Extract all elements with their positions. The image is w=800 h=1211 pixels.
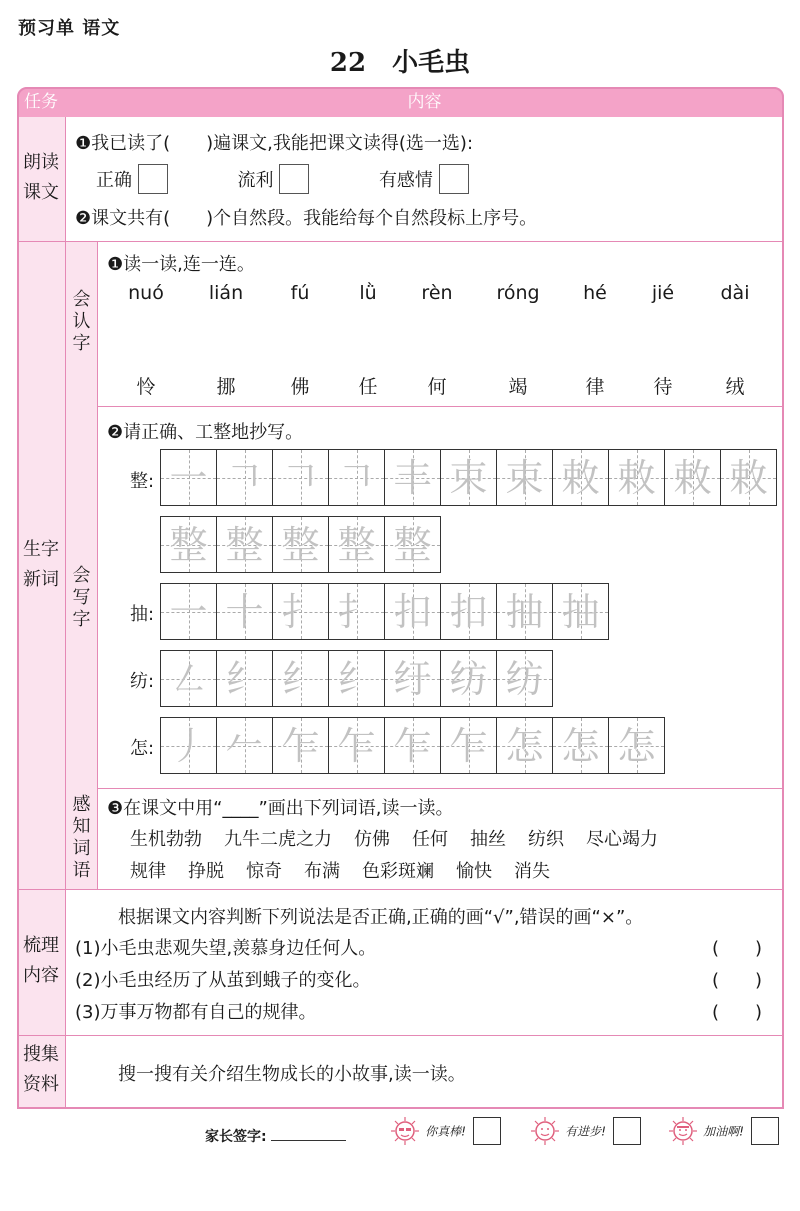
option-fluent-box[interactable] (279, 164, 309, 194)
writing-cell[interactable] (329, 651, 385, 707)
writing-cell[interactable] (721, 450, 777, 506)
writing-cell[interactable] (441, 450, 497, 506)
perceive-label-4: 语 (72, 860, 91, 881)
stroke-guide: 纟 (337, 657, 376, 701)
pinyin-item[interactable]: nuó (128, 282, 164, 304)
sticker-progress-text: 有进步! (565, 1124, 606, 1139)
stroke-guide: 扌 (281, 590, 320, 634)
writing-cell[interactable] (497, 718, 553, 774)
word: 任何 (412, 829, 448, 850)
sticker-great-text: 你真棒! (425, 1124, 466, 1139)
word: 九牛二虎之力 (224, 829, 332, 850)
recognize-label-3: 字 (72, 333, 91, 354)
write-row-label: 抽: (130, 604, 155, 625)
word: 布满 (304, 861, 340, 882)
writing-cell[interactable] (273, 718, 329, 774)
writing-cell[interactable] (385, 517, 441, 573)
new-words-label (17, 535, 65, 595)
writing-cell[interactable] (329, 517, 385, 573)
write-label-1: 会 (72, 565, 91, 586)
writing-cell[interactable] (385, 584, 441, 640)
writing-grid (160, 449, 777, 506)
word: 生机勃勃 (130, 829, 202, 850)
word: 尽心竭力 (586, 829, 658, 850)
writing-cell[interactable] (273, 584, 329, 640)
writing-cell[interactable] (441, 718, 497, 774)
divider (17, 1035, 784, 1036)
recognize-label (65, 289, 98, 355)
perceive-instruction: ❸在课文中用“____”画出下列词语,读一读。 (107, 798, 454, 819)
stroke-guide: 一 (169, 590, 208, 634)
pinyin-item[interactable]: fú (290, 282, 310, 304)
collect-label-2: 资料 (23, 1074, 59, 1095)
parent-signature (205, 1125, 346, 1146)
word: 抽丝 (470, 829, 506, 850)
writing-cell[interactable] (441, 651, 497, 707)
stroke-guide: 抽 (561, 590, 600, 634)
answer-paren-1[interactable]: ( ) (712, 938, 763, 959)
new-words-label-2: 新词 (23, 569, 59, 590)
write-label-2: 写 (72, 587, 91, 608)
pinyin-item[interactable]: lián (208, 282, 244, 304)
reading-label-2: 课文 (23, 182, 59, 203)
stroke-guide: 扣 (449, 590, 488, 634)
stroke-guide: 𠃍 (337, 456, 376, 500)
hanzi-item[interactable]: 绒 (725, 376, 745, 398)
reading-options (96, 164, 469, 194)
writing-cell[interactable] (497, 584, 553, 640)
pinyin-item[interactable]: hé (583, 282, 607, 304)
reading-q2: ❷课文共有( )个自然段。我能给每个自然段标上序号。 (75, 208, 538, 229)
word-list-2 (130, 857, 572, 883)
pinyin-item[interactable]: rèn (421, 282, 453, 304)
sticker-progress (530, 1116, 641, 1146)
writing-cell[interactable] (553, 584, 609, 640)
stroke-guide: 敕 (673, 456, 712, 500)
header-content: 内容 (407, 92, 442, 112)
stroke-guide: 怎 (561, 724, 600, 768)
reading-q1: ❶我已读了( )遍课文,我能把课文读得(选一选): (75, 133, 474, 154)
stroke-guide: 𠃍 (281, 456, 320, 500)
parent-sign-label: 家长签字: (205, 1129, 267, 1145)
word: 消失 (514, 861, 550, 882)
answer-paren-2[interactable]: ( ) (712, 970, 763, 991)
word: 仿佛 (354, 829, 390, 850)
stroke-guide: 扌 (337, 590, 376, 634)
pinyin-item[interactable]: jié (651, 282, 675, 304)
stroke-guide: 乍 (337, 724, 376, 768)
reading-label-1: 朗读 (23, 152, 59, 173)
stroke-guide: 敕 (561, 456, 600, 500)
answer-paren-3[interactable]: ( ) (712, 1002, 763, 1023)
recognize-label-1: 会 (72, 289, 91, 310)
perceive-label-3: 词 (72, 838, 91, 859)
hanzi-item[interactable]: 怜 (136, 376, 156, 398)
pinyin-item[interactable]: dài (720, 282, 750, 304)
writing-cell[interactable] (553, 450, 609, 506)
sticker-cheer-box[interactable] (751, 1117, 779, 1145)
option-correct-label: 正确 (96, 170, 132, 191)
review-label-2: 内容 (23, 965, 59, 986)
stroke-guide: 纺 (505, 657, 544, 701)
write-row-label: 整: (130, 471, 155, 492)
review-label (17, 931, 65, 991)
writing-cell[interactable] (217, 584, 273, 640)
review-item-1: (1)小毛虫悲观失望,羡慕身边任何人。 (75, 938, 377, 959)
stroke-guide: 整 (337, 523, 376, 567)
stroke-guide: 束 (505, 456, 544, 500)
writing-cell[interactable] (217, 718, 273, 774)
writing-cell[interactable] (665, 450, 721, 506)
writing-cell[interactable] (217, 651, 273, 707)
perceive-label-2: 知 (72, 816, 91, 837)
writing-grid (160, 516, 441, 573)
divider (97, 788, 784, 789)
word: 愉快 (456, 861, 492, 882)
stroke-guide: 丰 (393, 456, 432, 500)
stroke-guide: 整 (281, 523, 320, 567)
stroke-guide: 乍 (281, 724, 320, 768)
option-emotion-box[interactable] (439, 164, 469, 194)
collect-label-1: 搜集 (23, 1044, 59, 1065)
stroke-guide: 十 (225, 590, 264, 634)
hanzi-item[interactable]: 挪 (216, 376, 236, 398)
stroke-guide: 敕 (729, 456, 768, 500)
stroke-guide: 敕 (617, 456, 656, 500)
hanzi-item[interactable]: 竭 (508, 376, 528, 398)
word: 色彩斑斓 (362, 861, 434, 882)
stroke-guide: 𠃍 (225, 456, 264, 500)
writing-grid (160, 717, 665, 774)
hanzi-item[interactable]: 任 (358, 376, 378, 398)
writing-cell[interactable] (553, 718, 609, 774)
stroke-guide: 抽 (505, 590, 544, 634)
sticker-great (390, 1116, 501, 1146)
lesson-title: 小毛虫 (392, 48, 471, 78)
stroke-guide: 乍 (393, 724, 432, 768)
stroke-guide: ㇜ (169, 657, 208, 701)
option-emotion-label: 有感情 (378, 170, 433, 191)
recognize-instruction: ❶读一读,连一连。 (107, 254, 255, 275)
stroke-guide: 整 (393, 523, 432, 567)
collect-text: 搜一搜有关介绍生物成长的小故事,读一读。 (118, 1064, 466, 1085)
hanzi-item[interactable]: 何 (427, 376, 447, 398)
sticker-cheer-text: 加油啊! (703, 1124, 744, 1139)
collect-label (17, 1040, 65, 1100)
perceive-label (65, 794, 98, 882)
write-row-label: 怎: (130, 738, 155, 759)
sun-glasses-icon (390, 1116, 420, 1146)
divider (17, 241, 784, 242)
signature-line[interactable] (271, 1125, 346, 1141)
writing-cell[interactable] (497, 651, 553, 707)
writing-cell[interactable] (385, 651, 441, 707)
write-label-3: 字 (72, 609, 91, 630)
new-words-label-1: 生字 (23, 539, 59, 560)
divider (17, 889, 784, 890)
writing-cell[interactable] (329, 584, 385, 640)
writing-cell[interactable] (385, 450, 441, 506)
stroke-guide: 整 (225, 523, 264, 567)
writing-cell[interactable] (609, 718, 665, 774)
word: 规律 (130, 861, 166, 882)
word-list-1 (130, 825, 680, 851)
writing-cell[interactable] (329, 718, 385, 774)
stroke-guide: 𠂉 (225, 724, 264, 768)
stroke-guide: 纺 (449, 657, 488, 701)
writing-cell[interactable] (273, 450, 329, 506)
review-label-1: 梳理 (23, 935, 59, 956)
writing-cell[interactable] (161, 718, 217, 774)
hanzi-item[interactable]: 律 (585, 376, 605, 398)
writing-grid (160, 583, 609, 640)
write-instruction: ❷请正确、工整地抄写。 (107, 422, 304, 443)
writing-cell[interactable] (161, 584, 217, 640)
writing-cell[interactable] (385, 718, 441, 774)
sticker-progress-box[interactable] (613, 1117, 641, 1145)
hanzi-item[interactable]: 佛 (290, 376, 310, 398)
recognize-label-2: 认 (72, 311, 91, 332)
writing-cell[interactable] (609, 450, 665, 506)
writing-grid (160, 650, 553, 707)
pinyin-item[interactable]: lǜ (359, 282, 377, 304)
reading-label (17, 148, 65, 208)
sticker-cheer (668, 1116, 779, 1146)
stroke-guide: 乍 (449, 724, 488, 768)
divider (97, 406, 784, 407)
writing-cell[interactable] (217, 517, 273, 573)
lesson-number: 22 (329, 48, 367, 78)
option-correct-box[interactable] (138, 164, 168, 194)
sun-cheer-icon (668, 1116, 698, 1146)
writing-cell[interactable] (497, 450, 553, 506)
stroke-guide: 整 (169, 523, 208, 567)
write-label (65, 565, 98, 631)
stroke-guide: 一 (169, 456, 208, 500)
stroke-guide: 纡 (393, 657, 432, 701)
review-item-3: (3)万事万物都有自己的规律。 (75, 1002, 317, 1023)
page-title (0, 42, 800, 79)
review-item-2: (2)小毛虫经历了从茧到蛾子的变化。 (75, 970, 371, 991)
perceive-label-1: 感 (72, 794, 91, 815)
header-task: 任务 (24, 92, 58, 112)
writing-cell[interactable] (329, 450, 385, 506)
writing-cell[interactable] (161, 651, 217, 707)
hanzi-item[interactable]: 待 (653, 376, 673, 398)
writing-cell[interactable] (161, 450, 217, 506)
pinyin-item[interactable]: róng (496, 282, 540, 304)
sun-smile-icon (530, 1116, 560, 1146)
writing-cell[interactable] (273, 517, 329, 573)
word: 惊奇 (246, 861, 282, 882)
book-header: 预习单 语文 (18, 18, 121, 39)
word: 纺织 (528, 829, 564, 850)
writing-cell[interactable] (273, 651, 329, 707)
write-row-label: 纺: (130, 671, 155, 692)
writing-cell[interactable] (161, 517, 217, 573)
stroke-guide: 纟 (281, 657, 320, 701)
review-instruction: 根据课文内容判断下列说法是否正确,正确的画“√”,错误的画“×”。 (118, 907, 644, 928)
stroke-guide: 纟 (225, 657, 264, 701)
stroke-guide: 丿 (169, 724, 208, 768)
writing-cell[interactable] (217, 450, 273, 506)
writing-cell[interactable] (441, 584, 497, 640)
word: 挣脱 (188, 861, 224, 882)
stroke-guide: 束 (449, 456, 488, 500)
stroke-guide: 扣 (393, 590, 432, 634)
option-fluent-label: 流利 (237, 170, 274, 191)
sticker-great-box[interactable] (473, 1117, 501, 1145)
stroke-guide: 怎 (617, 724, 656, 768)
stroke-guide: 怎 (505, 724, 544, 768)
